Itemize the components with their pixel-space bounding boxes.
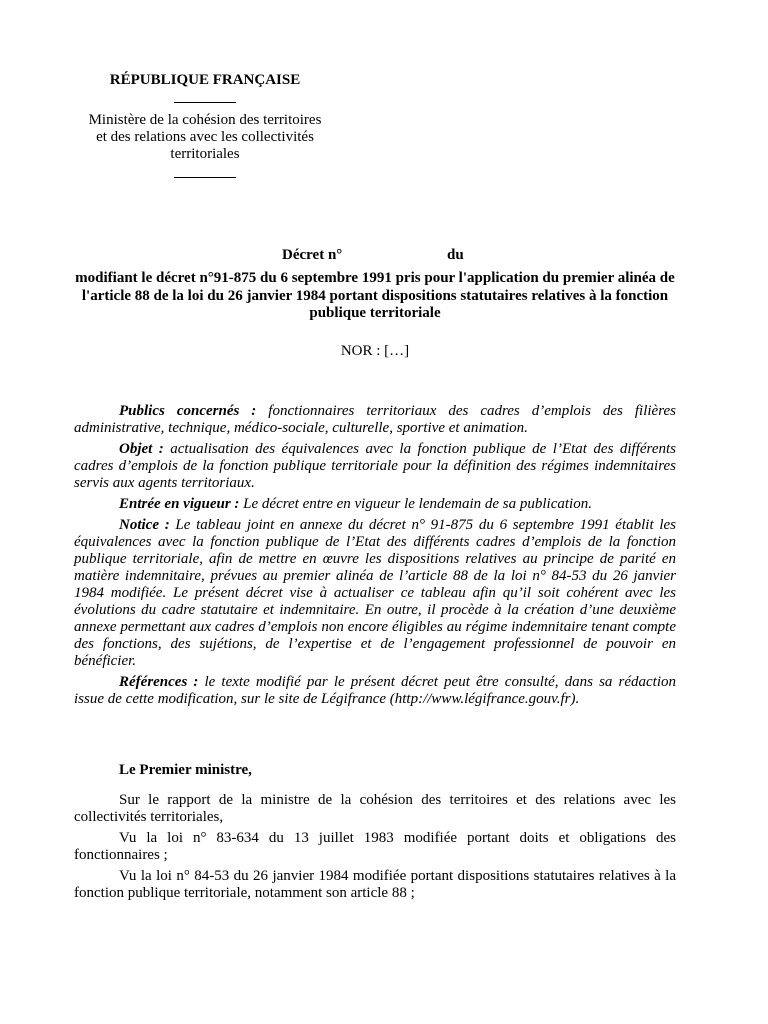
ministry-line: et des relations avec les collectivités xyxy=(96,129,314,145)
republic-heading: RÉPUBLIQUE FRANÇAISE xyxy=(109,72,301,88)
header-divider-top xyxy=(174,102,236,103)
notice-section xyxy=(74,403,676,712)
premier-ministre-heading: Le Premier ministre, xyxy=(119,762,252,778)
visa-paragraph: Sur le rapport de la ministre de la cohésion des territoires et des relations avec les collectivités territoriales, xyxy=(74,792,676,825)
decree-title: modifiant le décret n°91-875 du 6 septembre 1991 pris pour l'application du premier alinéa de l'article 88 de la loi du 26 janvier 1984 portant dispositions statutaires relatives à la fonction publique territoriale xyxy=(75,270,675,321)
notice-text: fonctionnaires territoriaux des cadres d’emplois des filières administrative, technique, médico-sociale, culturelle, sportive et animation. xyxy=(74,403,676,436)
visa-paragraph: Vu la loi n° 83-634 du 13 juillet 1983 modifiée portant doits et obligations des fonctionnaires ; xyxy=(74,830,676,863)
decree-date-label: du xyxy=(447,247,464,263)
notice-text: Le décret entre en vigueur le lendemain de sa publication. xyxy=(239,496,592,512)
decree-number-line xyxy=(282,246,482,264)
notice-label: Notice : xyxy=(119,517,170,533)
notice-paragraph xyxy=(74,403,676,437)
notice-label: Objet : xyxy=(119,441,164,457)
visas-section xyxy=(74,792,676,906)
notice-paragraph xyxy=(74,674,676,708)
visa-paragraph: Vu la loi n° 84-53 du 26 janvier 1984 modifiée portant dispositions statutaires relatives à la fonction publique territoriale, notamment son article 88 ; xyxy=(74,868,676,901)
notice-text: le texte modifié par le présent décret peut être consulté, dans sa rédaction issue de cette modification, sur le site de Légifrance (http://www.légifrance.gouv.fr). xyxy=(74,674,676,707)
ministry-line: territoriales xyxy=(170,146,240,162)
notice-paragraph xyxy=(74,517,676,670)
notice-label: Entrée en vigueur : xyxy=(119,496,240,512)
notice-paragraph xyxy=(74,441,676,492)
notice-text: actualisation des équivalences avec la fonction publique de l’Etat des différents cadres d’emplois de la fonction publique territoriale pour la définition des régimes indemnitaires servis aux agents territoriaux. xyxy=(74,441,676,491)
decree-number-label: Décret n° xyxy=(282,247,343,263)
nor-reference: NOR : […] xyxy=(340,343,410,359)
notice-text: Le tableau joint en annexe du décret n° 91-875 du 6 septembre 1991 établit les équivalences avec la fonction publique de l’Etat des différents cadres d’emplois de la fonction publique territoriale, afin de mettre en œuvre les dispositions relatives au principe de parité en matière indemnitaire, prévues au premier alinéa de l’article 88 de la loi n° 84-53 du 26 janvier 1984 modifiée. Le présent décret vise à actualiser ce tableau afin qu’il soit cohérent avec les évolutions du cadre statutaire et indemnitaire. En outre, il procède à la création d’une deuxième annexe permettant aux cadres d’emplois non encore éligibles au régime indemnitaire tenant compte des fonctions, des sujétions, de l’expertise et de l’engagement professionnel de pouvoir en bénéficier. xyxy=(74,517,677,669)
notice-label: Publics concernés : xyxy=(119,403,257,419)
notice-label: Références : xyxy=(119,674,199,690)
header-block xyxy=(74,71,336,178)
ministry-name xyxy=(74,112,336,163)
notice-paragraph xyxy=(74,496,676,513)
ministry-line: Ministère de la cohésion des territoires xyxy=(88,112,322,128)
header-divider-bottom xyxy=(174,177,236,178)
